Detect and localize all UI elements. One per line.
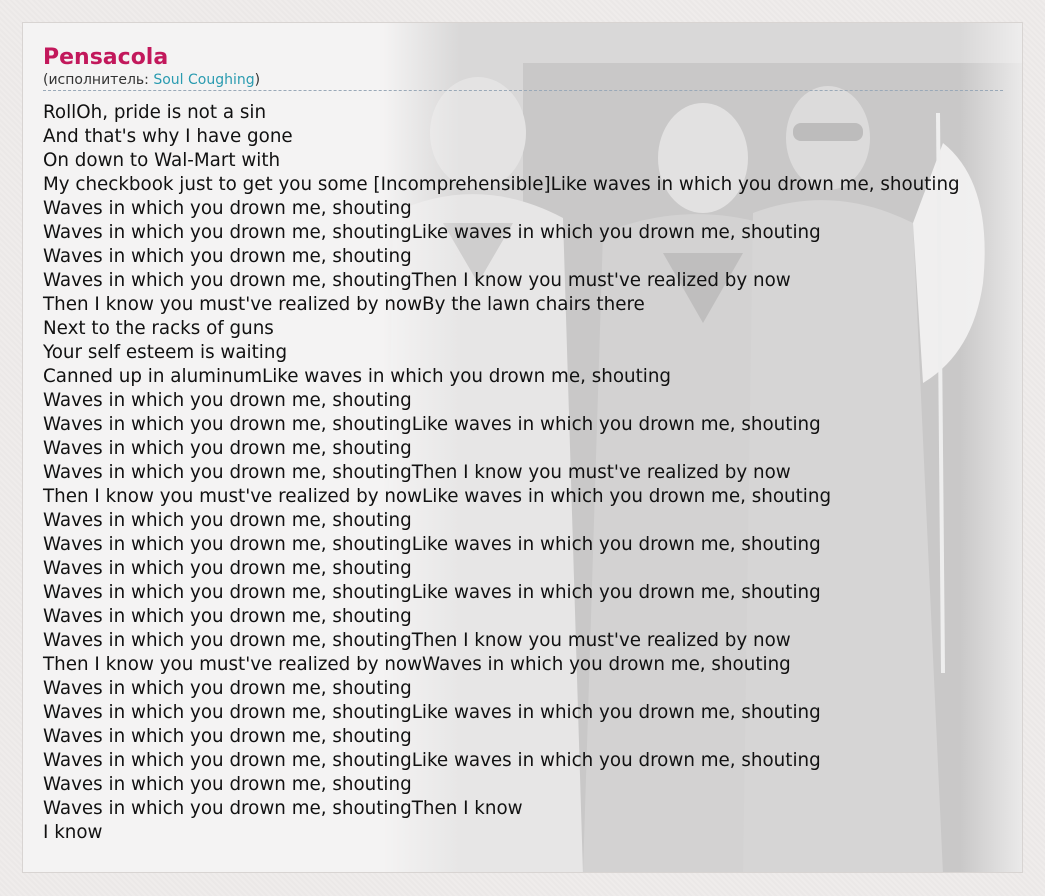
lyric-line: Waves in which you drown me, shouting [43, 558, 412, 579]
lyrics-content [43, 45, 1022, 845]
lyric-line: Then I know you must've realized by nowBy the lawn chairs there [43, 294, 645, 315]
lyric-line: Waves in which you drown me, shouting [43, 246, 412, 267]
lyrics-card [22, 22, 1023, 873]
lyric-line: Waves in which you drown me, shoutingLike waves in which you drown me, shouting [43, 414, 821, 435]
artist-line [43, 71, 1003, 91]
lyric-line: Waves in which you drown me, shouting [43, 774, 412, 795]
lyric-line: Waves in which you drown me, shoutingLike waves in which you drown me, shouting [43, 582, 821, 603]
lyric-line: Waves in which you drown me, shouting [43, 198, 412, 219]
lyric-line: Waves in which you drown me, shouting [43, 726, 412, 747]
lyric-line: I know [43, 822, 103, 843]
lyric-line: Waves in which you drown me, shouting [43, 606, 412, 627]
lyric-line: Your self esteem is waiting [43, 342, 288, 363]
lyric-line: Waves in which you drown me, shoutingLike waves in which you drown me, shouting [43, 222, 821, 243]
lyric-line: Then I know you must've realized by nowLike waves in which you drown me, shouting [43, 486, 832, 507]
lyric-line: Waves in which you drown me, shoutingThen I know you must've realized by now [43, 270, 791, 291]
lyric-line: Waves in which you drown me, shoutingLike waves in which you drown me, shouting [43, 750, 821, 771]
lyric-line: Waves in which you drown me, shoutingThen I know you must've realized by now [43, 462, 791, 483]
lyric-line: Waves in which you drown me, shouting [43, 678, 412, 699]
lyric-line: Next to the racks of guns [43, 318, 274, 339]
lyric-line: Waves in which you drown me, shoutingLike waves in which you drown me, shouting [43, 702, 821, 723]
lyric-line: Waves in which you drown me, shoutingThen I know [43, 798, 523, 819]
artist-suffix: ) [254, 72, 261, 88]
artist-prefix: (исполнитель: [43, 72, 154, 88]
lyric-line: And that's why I have gone [43, 126, 293, 147]
lyric-line: My checkbook just to get you some [Incomprehensible]Like waves in which you drown me, shouting [43, 174, 960, 195]
lyric-line: On down to Wal-Mart with [43, 150, 281, 171]
lyrics-text [43, 101, 1022, 845]
song-title: Pensacola [43, 45, 169, 70]
lyric-line: Waves in which you drown me, shouting [43, 510, 412, 531]
lyric-line: Then I know you must've realized by nowWaves in which you drown me, shouting [43, 654, 791, 675]
lyric-line: RollOh, pride is not a sin [43, 102, 267, 123]
artist-link[interactable]: Soul Coughing [153, 72, 255, 88]
lyric-line: Waves in which you drown me, shoutingLike waves in which you drown me, shouting [43, 534, 821, 555]
lyric-line: Canned up in aluminumLike waves in which you drown me, shouting [43, 366, 672, 387]
lyric-line: Waves in which you drown me, shouting [43, 390, 412, 411]
lyric-line: Waves in which you drown me, shoutingThen I know you must've realized by now [43, 630, 791, 651]
lyric-line: Waves in which you drown me, shouting [43, 438, 412, 459]
